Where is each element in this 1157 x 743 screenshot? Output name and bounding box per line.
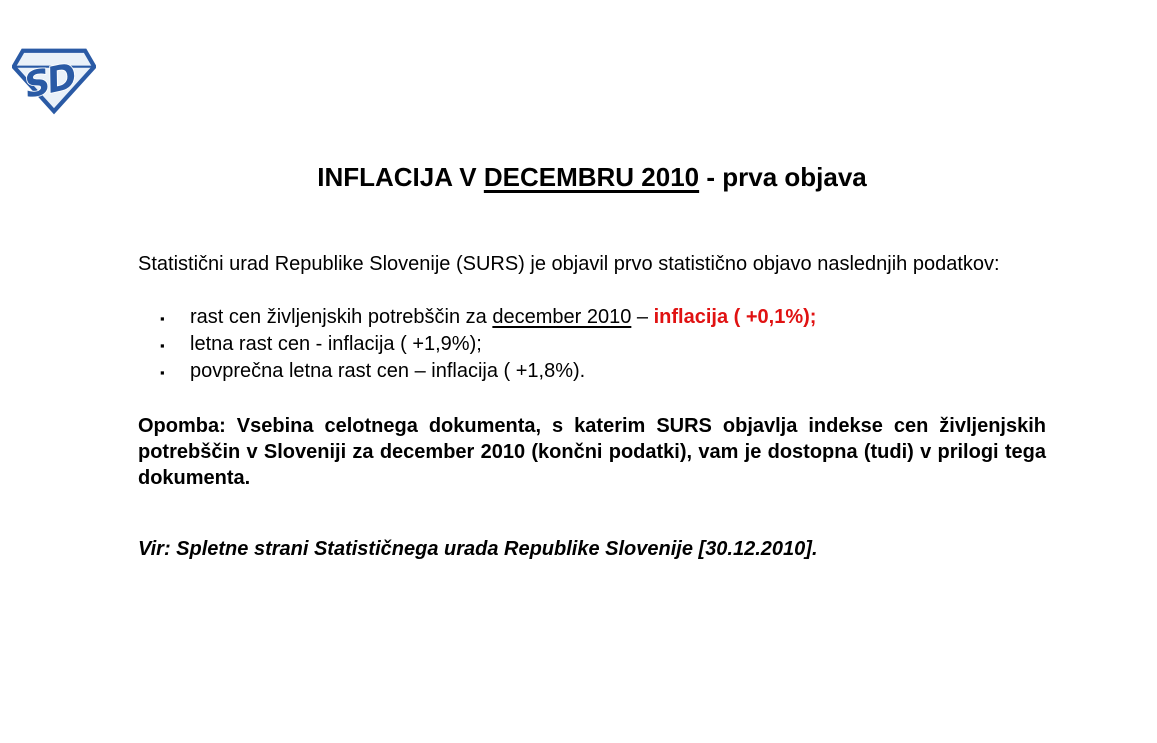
list-item xyxy=(160,331,1046,358)
bullet-1-underlined-date: december 2010 xyxy=(492,306,632,328)
page-title xyxy=(138,162,1046,192)
bullet-1-lead: rast cen življenjskih potrebščin za xyxy=(190,306,493,328)
bullet-list xyxy=(138,304,1046,385)
bullet-3-text: povprečna letna rast cen – inflacija ( +1,8%). xyxy=(190,360,586,382)
square-bullet-icon: ▪ xyxy=(160,338,165,353)
bullet-1-dash: – xyxy=(631,306,654,328)
bullet-1-inflation-highlight: inflacija ( +0,1%); xyxy=(653,306,817,328)
title-underlined-date: DECEMBRU 2010 xyxy=(483,162,700,192)
intro-paragraph: Statistični urad Republike Slovenije (SURS) je objavil prvo statistično objavo naslednjih podatkov: xyxy=(138,253,1000,275)
list-item xyxy=(160,304,1046,331)
sd-diamond-logo-icon xyxy=(12,45,96,117)
title-suffix: - prva objava xyxy=(699,162,867,192)
square-bullet-icon: ▪ xyxy=(160,365,165,380)
logo-letters: SD xyxy=(20,56,78,107)
square-bullet-icon: ▪ xyxy=(160,311,165,326)
source-line: Vir: Spletne strani Statističnega urada Republike Slovenije [30.12.2010]. xyxy=(138,538,818,560)
list-item xyxy=(160,358,1046,385)
note-paragraph: Opomba: Vsebina celotnega dokumenta, s katerim SURS objavlja indekse cen življenjskih potrebščin v Sloveniji za december 2010 (končni podatki), vam je dostopna (tudi) v prilogi tega dokumenta. xyxy=(138,415,1046,489)
bullet-2-text: letna rast cen - inflacija ( +1,9%); xyxy=(190,333,482,355)
document-content xyxy=(138,162,1046,561)
title-prefix: INFLACIJA V xyxy=(317,162,484,192)
